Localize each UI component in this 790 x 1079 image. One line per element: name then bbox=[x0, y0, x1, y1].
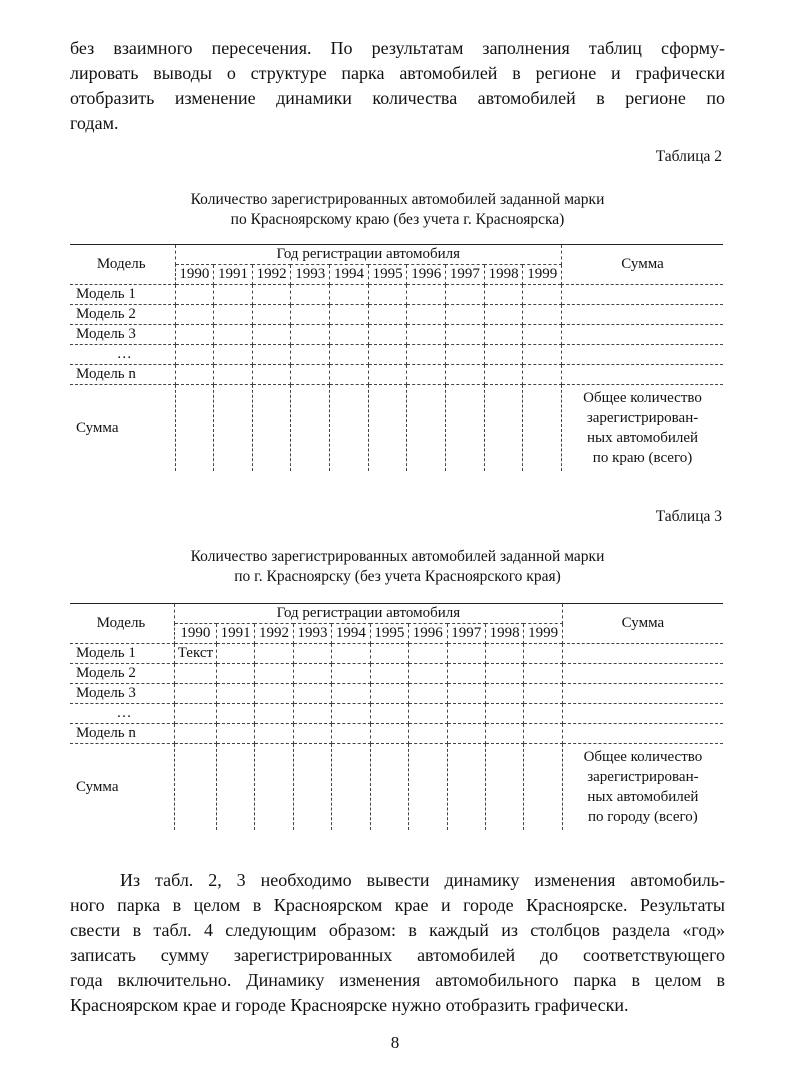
data-cell[interactable] bbox=[216, 684, 254, 704]
model-cell: … bbox=[70, 345, 175, 365]
total-cell[interactable] bbox=[332, 744, 370, 831]
header-year: 1993 bbox=[291, 265, 330, 285]
data-cell[interactable] bbox=[216, 664, 254, 684]
data-cell[interactable] bbox=[291, 285, 330, 305]
data-cell[interactable] bbox=[409, 664, 447, 684]
page-number: 8 bbox=[390, 1033, 400, 1052]
header-year: 1996 bbox=[409, 624, 447, 644]
sum-cell[interactable] bbox=[562, 724, 723, 744]
header-year: 1995 bbox=[370, 624, 408, 644]
text-line: года включительно. Динамику изменения автомобильного парка в целом в bbox=[70, 970, 725, 990]
text-line: свести в табл. 4 следующим образом: в каждый из столбцов раздела «год» bbox=[70, 920, 725, 940]
data-cell[interactable] bbox=[252, 345, 291, 365]
data-cell[interactable] bbox=[175, 345, 214, 365]
grand-total-cell bbox=[562, 744, 723, 831]
data-cell[interactable] bbox=[524, 724, 562, 744]
data-cell[interactable] bbox=[407, 345, 446, 365]
data-cell[interactable] bbox=[484, 285, 523, 305]
total-text-line: по городу (всего) bbox=[588, 809, 698, 825]
table-row bbox=[70, 704, 723, 724]
header-year: 1991 bbox=[216, 624, 254, 644]
data-cell[interactable] bbox=[409, 644, 447, 664]
data-cell[interactable] bbox=[330, 345, 369, 365]
data-cell[interactable] bbox=[370, 684, 408, 704]
data-cell[interactable] bbox=[330, 305, 369, 325]
data-cell[interactable] bbox=[485, 704, 523, 724]
data-cell[interactable] bbox=[407, 325, 446, 345]
data-cell[interactable] bbox=[485, 664, 523, 684]
data-cell[interactable] bbox=[446, 285, 485, 305]
header-year: 1999 bbox=[523, 265, 562, 285]
data-cell[interactable] bbox=[523, 285, 562, 305]
data-cell[interactable] bbox=[332, 644, 370, 664]
data-cell[interactable] bbox=[370, 704, 408, 724]
total-cell[interactable] bbox=[524, 744, 562, 831]
data-cell[interactable] bbox=[216, 644, 254, 664]
sum-cell[interactable] bbox=[562, 325, 723, 345]
table3-label: Таблица 3 bbox=[655, 508, 722, 525]
total-cell[interactable] bbox=[370, 744, 408, 831]
total-cell[interactable] bbox=[523, 385, 562, 472]
data-cell[interactable] bbox=[330, 365, 369, 385]
total-cell[interactable] bbox=[447, 744, 485, 831]
header-year: 1992 bbox=[252, 265, 291, 285]
data-cell[interactable] bbox=[446, 365, 485, 385]
total-cell[interactable] bbox=[252, 385, 291, 472]
intro-paragraph bbox=[70, 36, 725, 136]
header-year: 1993 bbox=[293, 624, 331, 644]
data-cell[interactable] bbox=[524, 684, 562, 704]
data-cell[interactable] bbox=[174, 704, 216, 724]
text-line: годам. bbox=[70, 113, 119, 133]
data-cell[interactable] bbox=[255, 684, 293, 704]
table-row bbox=[70, 305, 723, 325]
data-cell[interactable] bbox=[293, 684, 331, 704]
data-cell[interactable] bbox=[214, 285, 253, 305]
text-line: отобразить изменение динамики количества автомобилей в регионе по bbox=[70, 88, 725, 108]
text-line: Красноярском крае и городе Красноярске нужно отобразить графически. bbox=[70, 995, 629, 1015]
sum-cell[interactable] bbox=[562, 345, 723, 365]
data-cell[interactable] bbox=[523, 305, 562, 325]
data-cell[interactable] bbox=[252, 305, 291, 325]
data-cell[interactable] bbox=[293, 724, 331, 744]
total-cell[interactable] bbox=[174, 744, 216, 831]
data-cell[interactable] bbox=[293, 704, 331, 724]
table2 bbox=[70, 244, 723, 471]
text-line: без взаимного пересечения. По результатам заполнения таблиц сформу- bbox=[70, 38, 725, 58]
data-cell[interactable] bbox=[255, 664, 293, 684]
data-cell[interactable] bbox=[484, 345, 523, 365]
data-cell[interactable] bbox=[291, 305, 330, 325]
data-cell[interactable] bbox=[524, 664, 562, 684]
data-cell[interactable] bbox=[368, 365, 407, 385]
table-row bbox=[70, 345, 723, 365]
model-cell: Модель n bbox=[70, 724, 174, 744]
data-cell[interactable] bbox=[368, 345, 407, 365]
header-year: 1997 bbox=[447, 624, 485, 644]
data-cell[interactable] bbox=[293, 644, 331, 664]
data-cell[interactable] bbox=[252, 285, 291, 305]
data-cell[interactable] bbox=[174, 684, 216, 704]
data-cell[interactable] bbox=[330, 325, 369, 345]
data-cell[interactable] bbox=[368, 285, 407, 305]
sum-cell[interactable] bbox=[562, 684, 723, 704]
table-row bbox=[70, 684, 723, 704]
header-year: 1999 bbox=[524, 624, 562, 644]
total-cell[interactable] bbox=[485, 744, 523, 831]
data-cell[interactable] bbox=[447, 644, 485, 664]
model-cell bbox=[70, 365, 175, 385]
header-year: 1995 bbox=[368, 265, 407, 285]
data-cell[interactable] bbox=[332, 724, 370, 744]
table-row bbox=[70, 724, 723, 744]
model-cell: Модель 2 bbox=[70, 305, 175, 325]
data-cell[interactable] bbox=[523, 345, 562, 365]
table2-label: Таблица 2 bbox=[655, 148, 722, 165]
data-cell[interactable] bbox=[446, 345, 485, 365]
model-cell: Модель 2 bbox=[70, 664, 174, 684]
text-line: Из табл. 2, 3 необходимо вывести динамику изменения автомобиль- bbox=[120, 870, 725, 890]
data-cell[interactable] bbox=[175, 365, 214, 385]
total-cell[interactable] bbox=[446, 385, 485, 472]
table-row bbox=[70, 644, 723, 664]
sum-cell[interactable] bbox=[562, 365, 723, 385]
data-cell[interactable] bbox=[407, 305, 446, 325]
total-cell[interactable] bbox=[407, 385, 446, 472]
total-cell[interactable] bbox=[216, 744, 254, 831]
table-row bbox=[70, 365, 723, 385]
data-cell[interactable] bbox=[409, 684, 447, 704]
data-cell[interactable] bbox=[255, 724, 293, 744]
total-text-line: зарегистрирован- bbox=[586, 410, 699, 426]
total-text-line: по краю (всего) bbox=[592, 450, 693, 466]
model-cell: Модель 3 bbox=[70, 684, 174, 704]
data-cell[interactable] bbox=[216, 704, 254, 724]
header-year: 1992 bbox=[255, 624, 293, 644]
data-cell[interactable] bbox=[409, 724, 447, 744]
data-cell[interactable] bbox=[447, 664, 485, 684]
data-cell[interactable] bbox=[370, 644, 408, 664]
data-cell[interactable] bbox=[407, 365, 446, 385]
data-cell[interactable] bbox=[332, 664, 370, 684]
data-cell[interactable] bbox=[214, 345, 253, 365]
header-year-group: Год регистрации автомобиля bbox=[174, 604, 562, 624]
data-cell[interactable] bbox=[370, 664, 408, 684]
total-text-line: Общее количество bbox=[583, 390, 702, 406]
data-cell[interactable] bbox=[524, 644, 562, 664]
data-cell[interactable] bbox=[368, 305, 407, 325]
data-cell[interactable] bbox=[446, 325, 485, 345]
data-cell[interactable] bbox=[291, 345, 330, 365]
header-year: 1994 bbox=[332, 624, 370, 644]
data-cell[interactable] bbox=[330, 285, 369, 305]
model-cell: Модель 1 bbox=[70, 285, 175, 305]
data-cell[interactable] bbox=[291, 365, 330, 385]
data-cell[interactable] bbox=[484, 305, 523, 325]
data-cell[interactable] bbox=[368, 325, 407, 345]
text-line: ного парка в целом в Красноярском крае и городе Красноярске. Результаты bbox=[70, 895, 725, 915]
data-cell[interactable] bbox=[523, 365, 562, 385]
data-cell[interactable] bbox=[332, 684, 370, 704]
data-cell[interactable] bbox=[255, 644, 293, 664]
data-cell[interactable] bbox=[291, 325, 330, 345]
data-cell[interactable] bbox=[214, 305, 253, 325]
total-text-line: Общее количество bbox=[583, 749, 703, 765]
data-cell[interactable]: Текст bbox=[174, 644, 216, 664]
total-cell[interactable] bbox=[175, 385, 214, 472]
model-cell: Модель 1 bbox=[70, 644, 174, 664]
data-cell[interactable] bbox=[174, 664, 216, 684]
data-cell[interactable] bbox=[293, 664, 331, 684]
header-year: 1994 bbox=[330, 265, 369, 285]
data-cell[interactable] bbox=[332, 704, 370, 724]
model-cell: Модель 3 bbox=[70, 325, 175, 345]
data-cell[interactable] bbox=[523, 325, 562, 345]
data-cell[interactable] bbox=[484, 325, 523, 345]
data-cell[interactable] bbox=[485, 684, 523, 704]
header-year: 1997 bbox=[446, 265, 485, 285]
data-cell[interactable] bbox=[252, 365, 291, 385]
grand-total-cell bbox=[562, 385, 723, 472]
data-cell[interactable] bbox=[447, 724, 485, 744]
sum-cell[interactable] bbox=[562, 285, 723, 305]
header-model: Модель bbox=[70, 245, 175, 285]
data-cell[interactable] bbox=[446, 305, 485, 325]
table-row bbox=[70, 664, 723, 684]
total-cell[interactable] bbox=[409, 744, 447, 831]
data-cell[interactable] bbox=[174, 724, 216, 744]
header-year: 1990 bbox=[175, 265, 214, 285]
data-cell[interactable] bbox=[484, 365, 523, 385]
data-cell[interactable] bbox=[255, 704, 293, 724]
table2-caption bbox=[70, 190, 725, 230]
data-cell[interactable] bbox=[524, 704, 562, 724]
data-cell[interactable] bbox=[175, 305, 214, 325]
data-cell[interactable] bbox=[175, 285, 214, 305]
total-cell[interactable] bbox=[330, 385, 369, 472]
header-year: 1998 bbox=[484, 265, 523, 285]
model-label: Модель n bbox=[76, 366, 136, 382]
data-cell[interactable] bbox=[252, 325, 291, 345]
sum-cell[interactable] bbox=[562, 305, 723, 325]
total-cell[interactable] bbox=[291, 385, 330, 472]
table3-caption-line2: по г. Красноярску (без учета Красноярского края) bbox=[234, 568, 561, 585]
table-row bbox=[70, 325, 723, 345]
table3-caption-line1: Количество зарегистрированных автомобилей заданной марки bbox=[190, 548, 605, 565]
data-cell[interactable] bbox=[214, 325, 253, 345]
table-row bbox=[70, 285, 723, 305]
table2-caption-line2: по Красноярскому краю (без учета г. Красноярска) bbox=[230, 211, 565, 228]
data-cell[interactable] bbox=[485, 644, 523, 664]
header-model: Модель bbox=[70, 604, 174, 644]
total-label: Сумма bbox=[70, 744, 174, 831]
header-sum: Сумма bbox=[562, 604, 723, 644]
data-cell[interactable] bbox=[214, 365, 253, 385]
header-year: 1990 bbox=[174, 624, 216, 644]
header-year: 1998 bbox=[485, 624, 523, 644]
table3-caption bbox=[70, 547, 725, 587]
text-line: лировать выводы о структуре парка автомобилей в регионе и графически bbox=[70, 63, 725, 83]
header-year: 1996 bbox=[407, 265, 446, 285]
closing-paragraph bbox=[70, 868, 725, 1018]
data-cell[interactable] bbox=[447, 684, 485, 704]
header-sum: Сумма bbox=[562, 245, 723, 285]
total-cell[interactable] bbox=[484, 385, 523, 472]
data-cell[interactable] bbox=[485, 724, 523, 744]
data-cell[interactable] bbox=[409, 704, 447, 724]
data-cell[interactable] bbox=[216, 724, 254, 744]
text-line: записать сумму зарегистрированных автомобилей до соответствующего bbox=[70, 945, 725, 965]
header-year-group: Год регистрации автомобиля bbox=[175, 245, 562, 265]
sum-cell[interactable] bbox=[562, 704, 723, 724]
total-cell[interactable] bbox=[255, 744, 293, 831]
total-row bbox=[70, 385, 723, 472]
data-cell[interactable] bbox=[447, 704, 485, 724]
total-cell[interactable] bbox=[368, 385, 407, 472]
model-cell: … bbox=[70, 704, 174, 724]
data-cell[interactable] bbox=[370, 724, 408, 744]
data-cell[interactable] bbox=[407, 285, 446, 305]
total-cell[interactable] bbox=[214, 385, 253, 472]
header-year: 1991 bbox=[214, 265, 253, 285]
total-label: Сумма bbox=[70, 385, 175, 472]
total-text-line: зарегистрирован- bbox=[587, 769, 699, 785]
sum-cell[interactable] bbox=[562, 664, 723, 684]
table3 bbox=[70, 603, 723, 830]
total-text-line: ных автомобилей bbox=[586, 430, 699, 446]
total-text-line: ных автомобилей bbox=[587, 789, 699, 805]
table2-caption-line1: Количество зарегистрированных автомобилей заданной марки bbox=[190, 191, 605, 208]
total-row bbox=[70, 744, 723, 831]
data-cell[interactable] bbox=[175, 325, 214, 345]
sum-cell[interactable] bbox=[562, 644, 723, 664]
total-cell[interactable] bbox=[293, 744, 331, 831]
